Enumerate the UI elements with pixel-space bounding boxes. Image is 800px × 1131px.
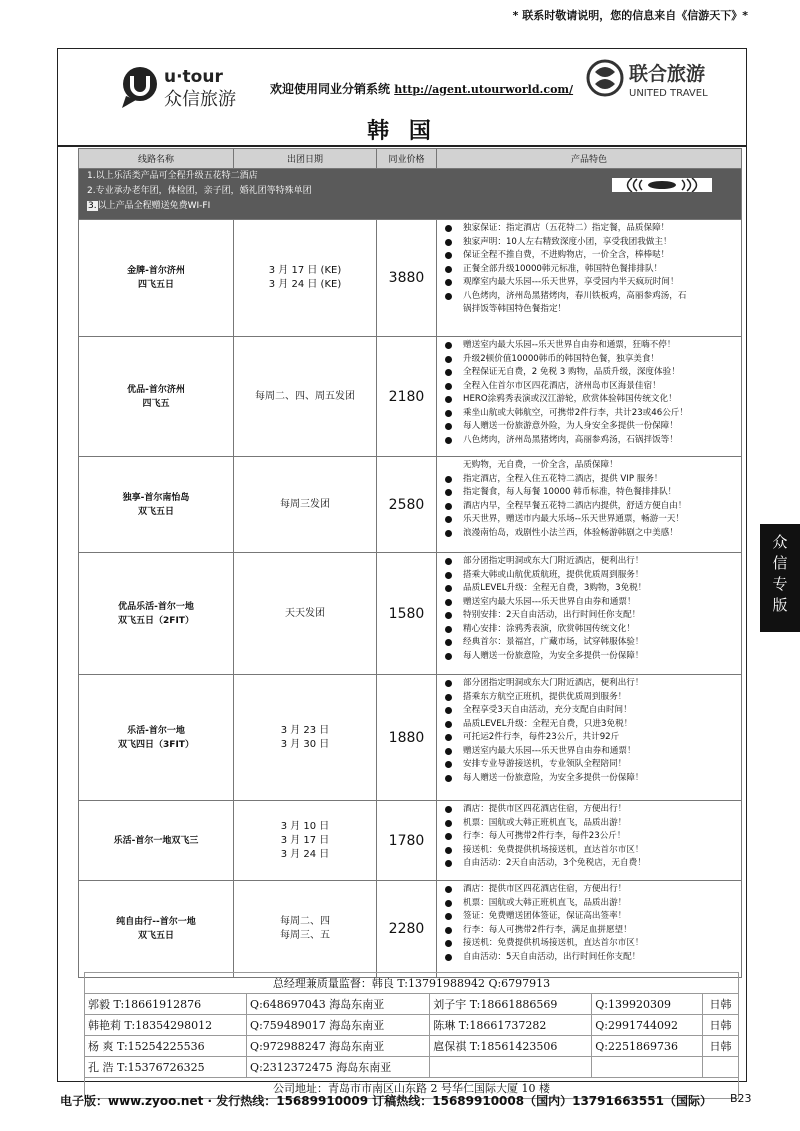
contact-cell: 杨 爽 T:15254225536 — [85, 1036, 247, 1057]
feature-item: 酒店：提供市区四花酒店住宿，方便出行！ — [441, 883, 741, 897]
departure-date: 3 月 24 日 — [280, 848, 330, 860]
feature-item: 赠送室内最大乐园---乐天世界自由券和通票！ — [441, 596, 741, 610]
contact-cell: 刘子宇 T:18661886569 — [430, 994, 592, 1015]
departure-date: 3 月 17 日 (KE) — [268, 265, 342, 276]
feature-item: 无购物，无自费，一价全含，品质保障！ — [463, 460, 618, 470]
feature-item: 指定酒店，全程入住五花特二酒店，提供 VIP 服务！ — [441, 473, 741, 487]
route-name: 双飞五日 — [137, 931, 174, 941]
contact-row — [85, 1057, 739, 1078]
price-cell — [377, 337, 437, 457]
notice-line: 2.专业承办老年团，体检团，亲子团，婚礼团等特殊单团 — [87, 186, 312, 196]
price-cell — [377, 881, 437, 978]
departure-date: 每周三、五 — [280, 930, 330, 941]
route-price: 3880 — [388, 270, 425, 286]
feature-item: 安排专业导游接送机，专业领队全程陪同！ — [441, 758, 741, 772]
company-address: 公司地址：青岛市市南区山东路 2 号华仁国际大厦 10 楼 — [85, 1078, 739, 1099]
page-number: B23 — [730, 1092, 752, 1105]
contact-cell: 日韩 — [703, 1036, 739, 1057]
route-name: 乐活-首尔一地 — [127, 725, 185, 736]
utour-logo-cn: 众信旅游 — [164, 89, 236, 110]
feature-item: 正餐全部升级10000韩元标准，韩国特色餐排排队！ — [441, 263, 741, 277]
contact-cell — [592, 1057, 703, 1078]
feature-item: 精心安排：涂鸦秀表演，欣赏韩国传统文化！ — [441, 623, 741, 637]
feature-item: 酒店：提供市区四花酒店住宿，方便出行！ — [441, 803, 741, 817]
features-cell — [437, 337, 742, 457]
welcome-banner — [270, 80, 573, 97]
route-row — [79, 220, 742, 337]
features-cell — [437, 220, 742, 337]
departure-date: 天天发团 — [285, 607, 325, 619]
route-row — [79, 801, 742, 881]
contact-cell: Q:648697043 海岛东南亚 — [247, 994, 430, 1015]
departure-date: 3 月 23 日 — [280, 724, 330, 736]
welcome-text: 欢迎使用同业分销系统 — [270, 82, 391, 96]
departure-date-cell — [234, 675, 377, 801]
route-name-cell — [79, 337, 234, 457]
agent-url-link[interactable]: http://agent.utourworld.com/ — [394, 83, 574, 96]
united-logo-en: UNITED TRAVEL — [629, 88, 708, 99]
feature-item: HERO涂鸦秀表演或汉江游轮，欣赏体验韩国传统文化！ — [441, 393, 741, 407]
col-route-name: 线路名称 — [79, 149, 234, 169]
feature-item: 搭乘东方航空正班机，提供优质周到服务！ — [441, 691, 741, 705]
feature-item: 行李：每人可携带2件行李，每件23公斤！ — [441, 830, 741, 844]
contact-cell: Q:2312372475 海岛东南亚 — [247, 1057, 430, 1078]
route-name: 优品乐活-首尔一地 — [118, 601, 194, 612]
feature-item: 接送机：免费提供机场接送机，直达首尔市区！ — [441, 937, 741, 951]
col-price: 同业价格 — [377, 149, 437, 169]
departure-date-cell — [234, 220, 377, 337]
contact-row — [85, 1015, 739, 1036]
route-name: 四飞五日 — [137, 280, 174, 290]
feature-item: 独家保证：指定酒店（五花特二）指定餐，品质保障！ — [441, 222, 741, 236]
feature-item: 乐天世界，赠送市内最大乐场--乐天世界通票，畅游一天！ — [441, 513, 741, 527]
feature-item: 全程保证无自费，2 免税 3 购物，品质升级，深度体验！ — [441, 366, 741, 380]
departure-date: 3 月 30 日 — [280, 738, 330, 750]
route-name-cell — [79, 220, 234, 337]
feature-item: 机票：国航或大韩正班机直飞，品质出游！ — [441, 817, 741, 831]
departure-date-cell — [234, 457, 377, 553]
feature-item: 品质LEVEL升级：全程无自费，3购物，3免税！ — [441, 582, 741, 596]
route-name: 双飞五日（2FIT） — [118, 615, 194, 626]
side-tab-char: 信 — [772, 554, 788, 572]
feature-item: 自由活动：5天自由活动，出行时间任你支配！ — [441, 951, 741, 965]
contact-cell: 韩艳莉 T:18354298012 — [85, 1015, 247, 1036]
utour-logo-en: u·tour — [164, 67, 223, 87]
feature-item: 全程享受3天自由活动，充分支配自由时间！ — [441, 704, 741, 718]
route-name: 优品-首尔济州 — [127, 384, 185, 395]
route-name: 独享-首尔南怡岛 — [122, 492, 190, 503]
route-name-cell — [79, 457, 234, 553]
feature-item: 部分团指定明洞或东大门附近酒店，便利出行！ — [441, 677, 741, 691]
route-name: 双飞五日 — [137, 506, 174, 517]
features-cell — [437, 457, 742, 553]
route-name-cell — [79, 553, 234, 675]
feature-item: 签证：免费赠送团体签证，保证高出签率！ — [441, 910, 741, 924]
departure-date: 3 月 10 日 — [280, 820, 330, 832]
route-row — [79, 337, 742, 457]
route-name: 纯自由行--首尔一地 — [116, 917, 196, 927]
price-cell — [377, 675, 437, 801]
table-header-row — [79, 149, 742, 169]
notice-line: 3.以上产品全程赠送免费WI-FI — [88, 201, 211, 211]
side-tab — [760, 524, 800, 632]
route-row — [79, 457, 742, 553]
feature-item: 酒店内早，全程早餐五花特二酒店内提供，舒适方便自由！ — [441, 500, 741, 514]
feature-item: 每人赠送一份旅意险，为安全多提供一份保障！ — [441, 772, 741, 786]
departure-date: 3 月 17 日 — [280, 834, 330, 846]
route-price: 1780 — [388, 832, 425, 849]
route-table — [78, 148, 742, 978]
feature-item: 赠送室内最大乐园---乐天世界自由券和通票！ — [441, 745, 741, 759]
features-cell — [437, 881, 742, 978]
united-travel-logo — [585, 54, 725, 106]
route-name: 双飞四日（3FIT） — [118, 739, 194, 750]
contact-cell: Q:2991744092 — [592, 1015, 703, 1036]
route-name-cell — [79, 675, 234, 801]
route-name-cell — [79, 801, 234, 881]
contact-cell: 日韩 — [703, 994, 739, 1015]
title-rule — [58, 145, 746, 147]
feature-item: 部分团指定明洞或东大门附近酒店，便利出行！ — [441, 555, 741, 569]
route-price: 2280 — [388, 921, 425, 937]
price-cell — [377, 220, 437, 337]
route-name-cell — [79, 881, 234, 978]
contacts-table — [84, 972, 739, 1099]
departure-date-cell — [234, 881, 377, 978]
notice-cell — [79, 169, 742, 220]
footer-hotline: 电子版：www.zyoo.net · 发行热线：15689910009 订稿热线：15689910008（国内）13791663551（国际） — [60, 1094, 712, 1108]
departure-date-cell — [234, 553, 377, 675]
contact-cell: 日韩 — [703, 1015, 739, 1036]
feature-item: 指定餐食，每人每餐 10000 韩币标准，特色餐排排队！ — [441, 486, 741, 500]
route-name: 四飞五 — [142, 398, 170, 409]
contact-row — [85, 1036, 739, 1057]
feature-item: 浪漫南怡岛，戏剧性小法兰西，体验畅游韩剧之中美感！ — [441, 527, 741, 541]
contact-cell: Q:759489017 海岛东南亚 — [247, 1015, 430, 1036]
route-price: 1880 — [388, 729, 425, 746]
route-name: 金牌-首尔济州 — [127, 266, 185, 276]
route-price: 2580 — [388, 496, 425, 513]
top-note: * 联系时敬请说明，您的信息来自《信游天下》* — [512, 9, 748, 22]
contact-cell: Q:139920309 — [592, 994, 703, 1015]
contact-cell — [703, 1057, 739, 1078]
departure-date: 每周三发团 — [280, 498, 330, 510]
departure-date-cell — [234, 801, 377, 881]
feature-item: 机票：国航或大韩正班机直飞，品质出游！ — [441, 897, 741, 911]
feature-item: 全程入住首尔市区四花酒店，济州岛市区海景佳宿！ — [441, 380, 741, 394]
route-row — [79, 553, 742, 675]
feature-item: 八色烤肉，济州岛黑猪烤肉，高丽参鸡汤，石锅拌饭等！ — [441, 434, 741, 448]
notice-line: 1.以上乐活类产品可全程升级五花特二酒店 — [87, 171, 258, 181]
contact-cell: 郭毅 T:18661912876 — [85, 994, 247, 1015]
contact-cell: 陈琳 T:18661737282 — [430, 1015, 592, 1036]
route-row — [79, 675, 742, 801]
departure-date-cell — [234, 337, 377, 457]
feature-item: 升级2顿价值10000韩币的韩国特色餐，独享美食！ — [441, 353, 741, 367]
contact-cell: Q:2251869736 — [592, 1036, 703, 1057]
contact-cell: 扈保祺 T:18561423506 — [430, 1036, 592, 1057]
feature-item: 行李：每人可携带2件行李，满足血拼愿望！ — [441, 924, 741, 938]
features-cell — [437, 553, 742, 675]
departure-date: 每周二、四 — [280, 916, 330, 927]
route-price: 2180 — [388, 388, 425, 405]
route-row — [79, 881, 742, 978]
contact-cell: Q:972988247 海岛东南亚 — [247, 1036, 430, 1057]
page-title: 韩 国 — [367, 119, 437, 144]
feature-item: 独家声明：10人左右精致深度小团，享受我团我做主！ — [441, 236, 741, 250]
departure-date: 3 月 24 日 (KE) — [268, 279, 342, 290]
col-features: 产品特色 — [437, 149, 742, 169]
feature-item: 观摩室内最大乐园---乐天世界，享受园内半天疯玩时间！ — [441, 276, 741, 290]
side-tab-char: 专 — [772, 575, 788, 593]
feature-item: 每人赠送一份旅意险，为安全多提供一份保障！ — [441, 650, 741, 664]
contacts-block — [84, 972, 739, 1099]
feature-item: 经典首尔：景福宫，广藏市场，试穿韩服体验！ — [441, 636, 741, 650]
feature-item: 搭乘大韩或山航优质航班，提供优质周到服务！ — [441, 569, 741, 583]
utour-logo — [118, 62, 248, 114]
feature-item: 特别安排：2天自由活动，出行时间任你支配！ — [441, 609, 741, 623]
price-cell — [377, 801, 437, 881]
feature-item: 可托运2件行李，每件23公斤，共计92斤 — [441, 731, 741, 745]
feature-item: 乘坐山航或大韩航空，可携带2件行李，共计23或46公斤！ — [441, 407, 741, 421]
feature-item: 赠送室内最大乐园--乐天世界自由券和通票，狂嗨不停！ — [441, 339, 741, 353]
route-price: 1580 — [388, 605, 425, 622]
contact-row — [85, 994, 739, 1015]
supervisor-line: 总经理兼质量监督：韩良 T:13791988942 Q:6797913 — [85, 973, 739, 994]
side-tab-char: 众 — [772, 533, 788, 551]
feature-item: 自由活动：2天自由活动，3个免税店，无自费！ — [441, 857, 741, 871]
route-name: 乐活-首尔一地双飞三 — [113, 835, 199, 846]
feature-item: 品质LEVEL升级：全程无自费，只进3免税！ — [441, 718, 741, 732]
col-departure-date: 出团日期 — [234, 149, 377, 169]
feature-item: 接送机：免费提供机场接送机，直达首尔市区！ — [441, 844, 741, 858]
price-cell — [377, 553, 437, 675]
notice-row — [79, 169, 742, 220]
contact-cell: 孔 浩 T:15376726325 — [85, 1057, 247, 1078]
wifi-icon — [612, 178, 712, 192]
feature-item: 锅拌饭等韩国特色餐指定！ — [463, 304, 567, 314]
departure-date: 每周二、四、周五发团 — [255, 390, 355, 402]
contact-cell — [430, 1057, 592, 1078]
feature-item: 保证全程不推自费，不进购物店，一价全含，棒棒哒！ — [441, 249, 741, 263]
feature-item: 每人赠送一份旅游意外险，为人身安全多提供一份保障！ — [441, 420, 741, 434]
feature-item: 八色烤肉，济州岛黑猪烤肉，春川铁板鸡，高丽参鸡汤，石 — [441, 290, 741, 304]
united-logo-cn: 联合旅游 — [629, 63, 706, 85]
price-cell — [377, 457, 437, 553]
features-cell — [437, 801, 742, 881]
features-cell — [437, 675, 742, 801]
side-tab-char: 版 — [772, 596, 788, 614]
